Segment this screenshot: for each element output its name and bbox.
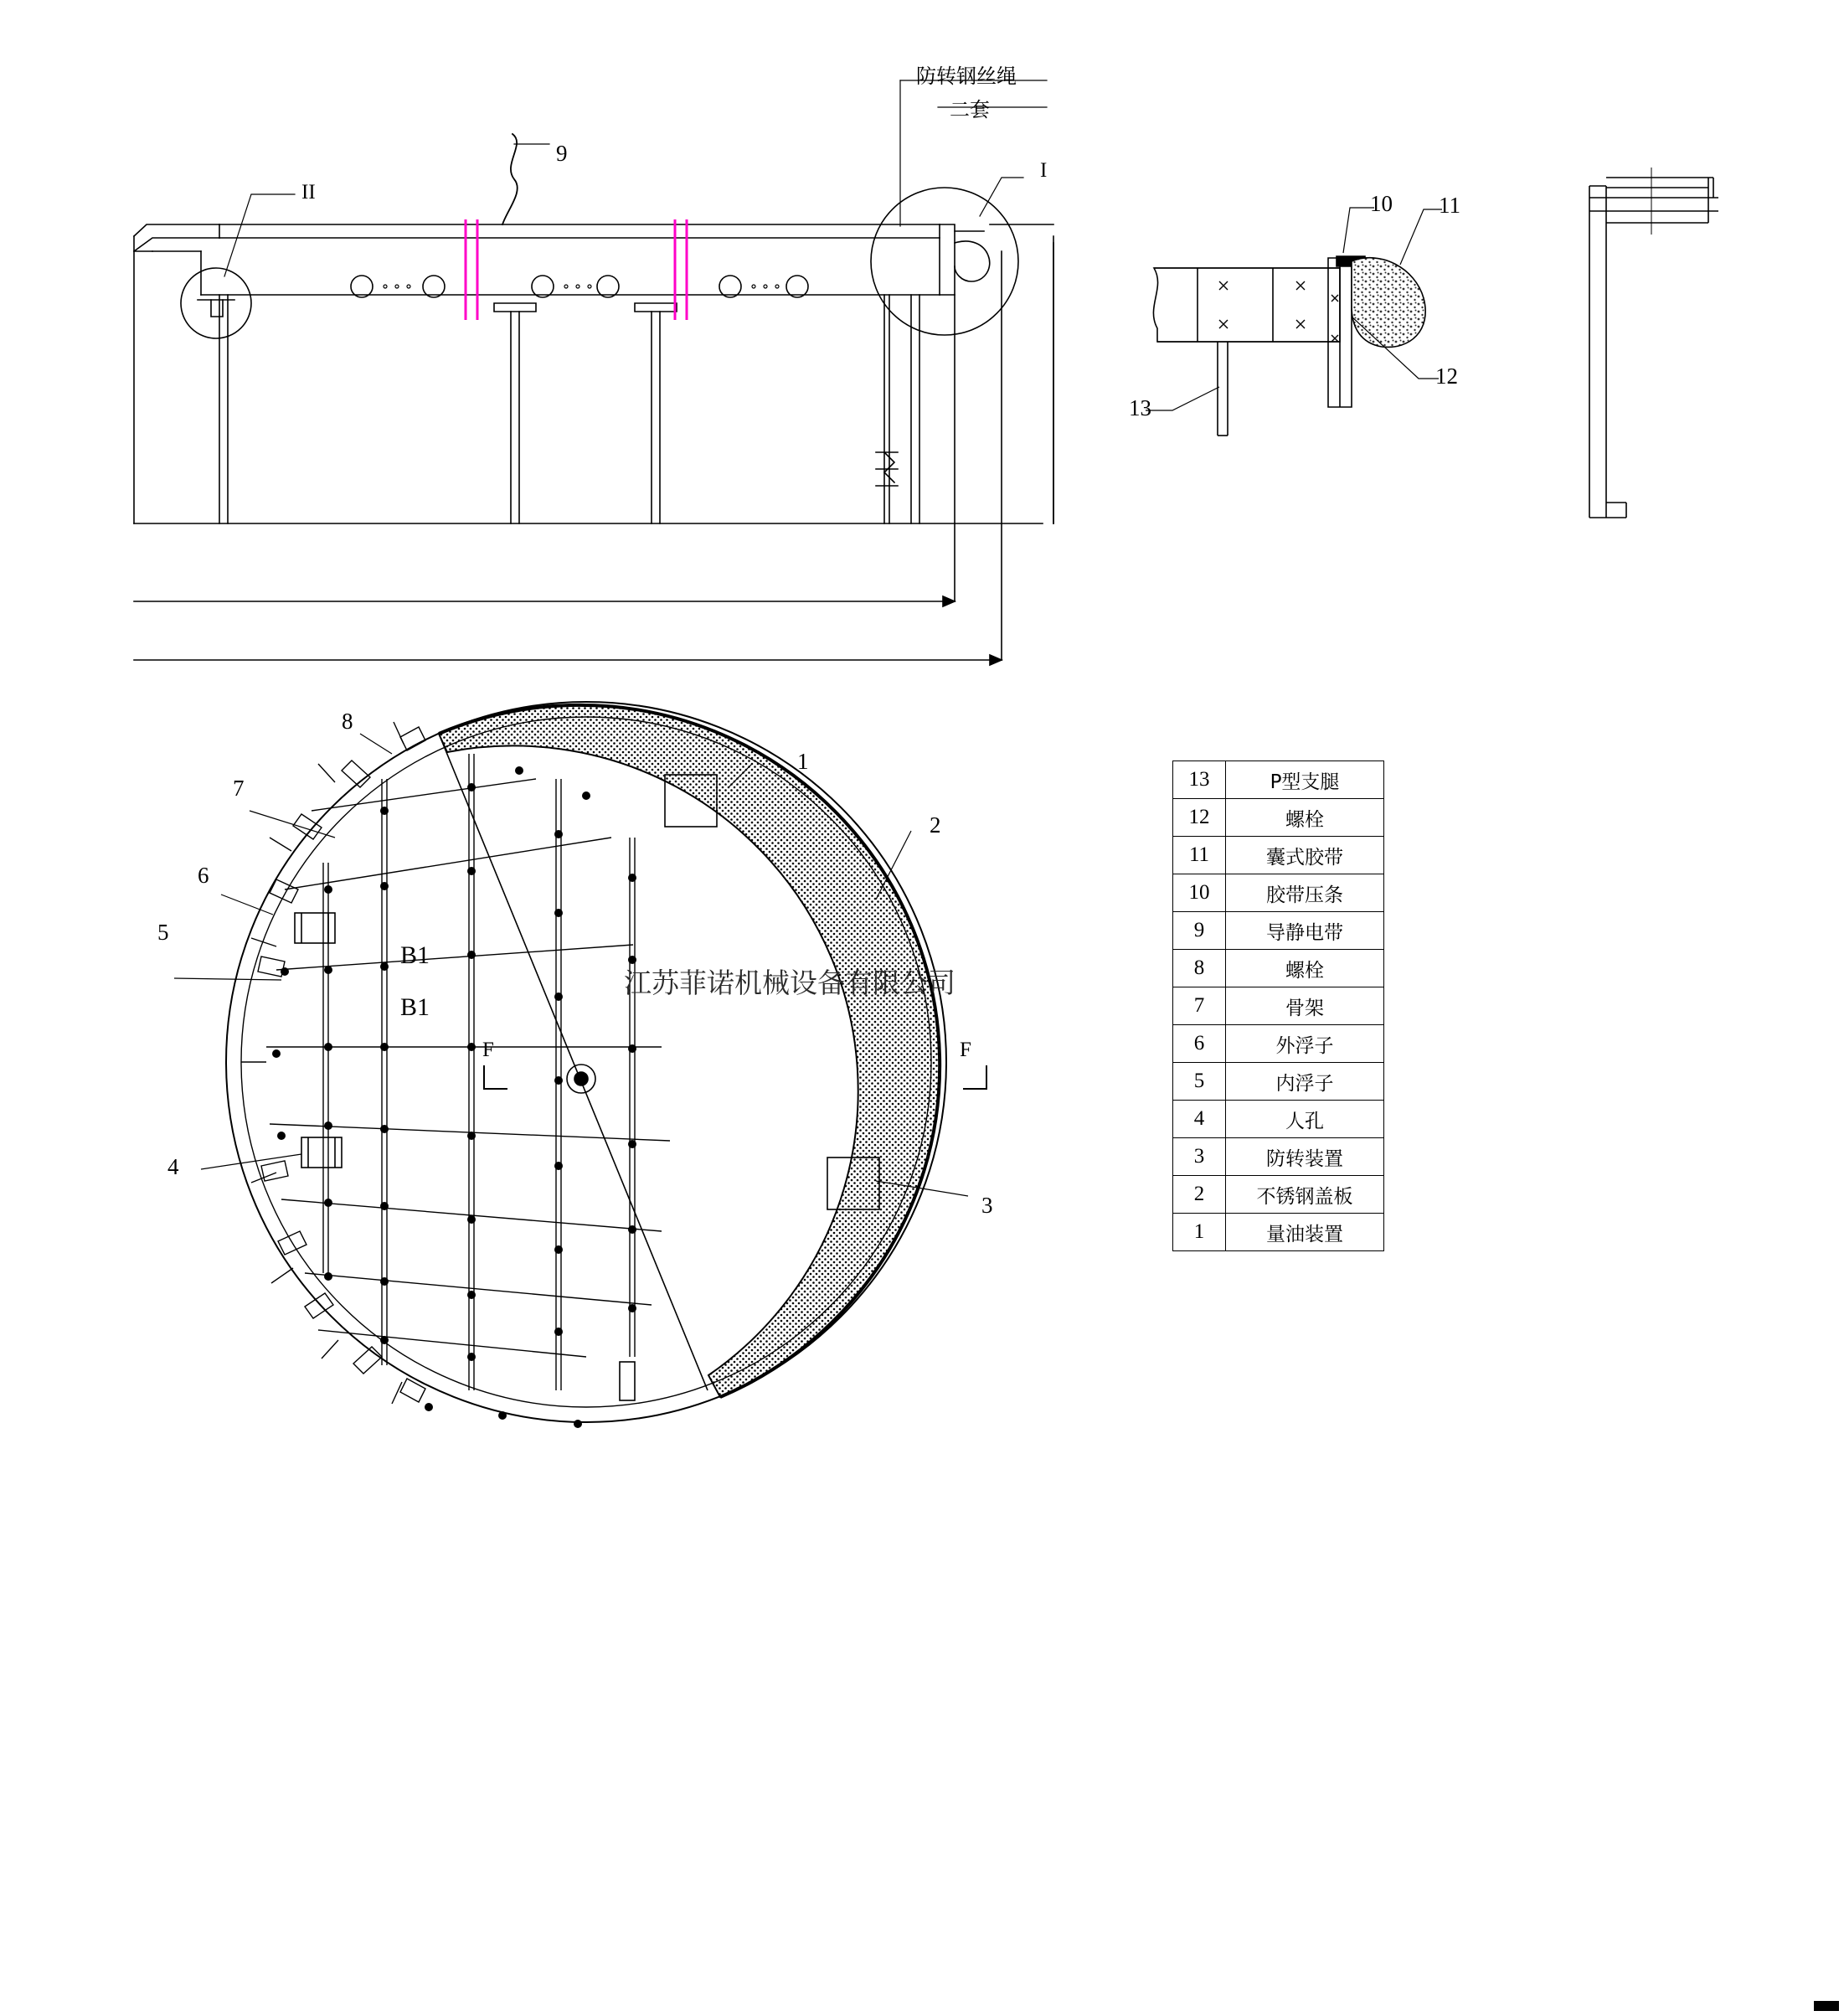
table-row [1173,1138,1384,1176]
part-number: 3 [1173,1138,1226,1176]
detail-mark-I: I [1040,159,1048,182]
part-number: 2 [1173,1176,1226,1214]
table-row [1173,874,1384,912]
callout-4: 4 [167,1154,179,1179]
part-number: 6 [1173,1025,1226,1063]
section-mark-F-right: F [960,1039,971,1061]
note-anti-rotation-cable: 防转钢丝绳 [916,64,1017,88]
part-number: 10 [1173,874,1226,912]
table-row [1173,950,1384,987]
company-watermark: 江苏菲诺机械设备有限公司 [624,967,955,999]
part-number: 12 [1173,799,1226,837]
highlight-marks [466,219,687,320]
callout-5: 5 [157,920,169,945]
callout-10: 10 [1370,191,1393,216]
table-row [1173,1025,1384,1063]
part-name: 螺栓 [1226,950,1384,987]
plan-label-b1-upper: B1 [400,941,430,969]
detail-mark-II: II [301,181,316,204]
part-number: 11 [1173,837,1226,874]
table-row [1173,799,1384,837]
callout-1: 1 [797,749,809,774]
part-number: 5 [1173,1063,1226,1101]
sheet-corner-mark [1814,2001,1839,2011]
part-name: 内浮子 [1226,1063,1384,1101]
table-row [1173,912,1384,950]
part-number: 9 [1173,912,1226,950]
part-name: 骨架 [1226,987,1384,1025]
callout-9: 9 [556,141,568,166]
part-number: 8 [1173,950,1226,987]
table-row [1173,1214,1384,1251]
table-row [1173,987,1384,1025]
section-mark-F-left: F [482,1039,494,1061]
part-name: 胶带压条 [1226,874,1384,912]
part-name: 螺栓 [1226,799,1384,837]
callout-3: 3 [981,1193,993,1218]
table-row [1173,1176,1384,1214]
part-name: P型支腿 [1226,761,1384,799]
part-name: 人孔 [1226,1101,1384,1138]
part-name: 不锈钢盖板 [1226,1176,1384,1214]
table-row [1173,761,1384,799]
part-number: 4 [1173,1101,1226,1138]
part-name: 量油装置 [1226,1214,1384,1251]
part-name: 导静电带 [1226,912,1384,950]
table-row [1173,1101,1384,1138]
part-number: 7 [1173,987,1226,1025]
table-row [1173,1063,1384,1101]
callout-11: 11 [1439,193,1460,218]
part-name: 囊式胶带 [1226,837,1384,874]
callout-7: 7 [233,776,245,801]
part-name: 外浮子 [1226,1025,1384,1063]
callout-12: 12 [1435,363,1458,389]
table-row [1173,837,1384,874]
part-number: 1 [1173,1214,1226,1251]
note-anti-rotation-cable-qty: 二套 [950,98,990,121]
callout-8: 8 [342,709,353,734]
part-number: 13 [1173,761,1226,799]
callout-2: 2 [930,812,941,838]
parts-list-body [1173,761,1384,1251]
callout-6: 6 [198,863,209,888]
plan-label-b1-lower: B1 [400,993,430,1021]
parts-list-table [1172,761,1384,1251]
callout-13: 13 [1129,395,1151,420]
part-name: 防转装置 [1226,1138,1384,1176]
